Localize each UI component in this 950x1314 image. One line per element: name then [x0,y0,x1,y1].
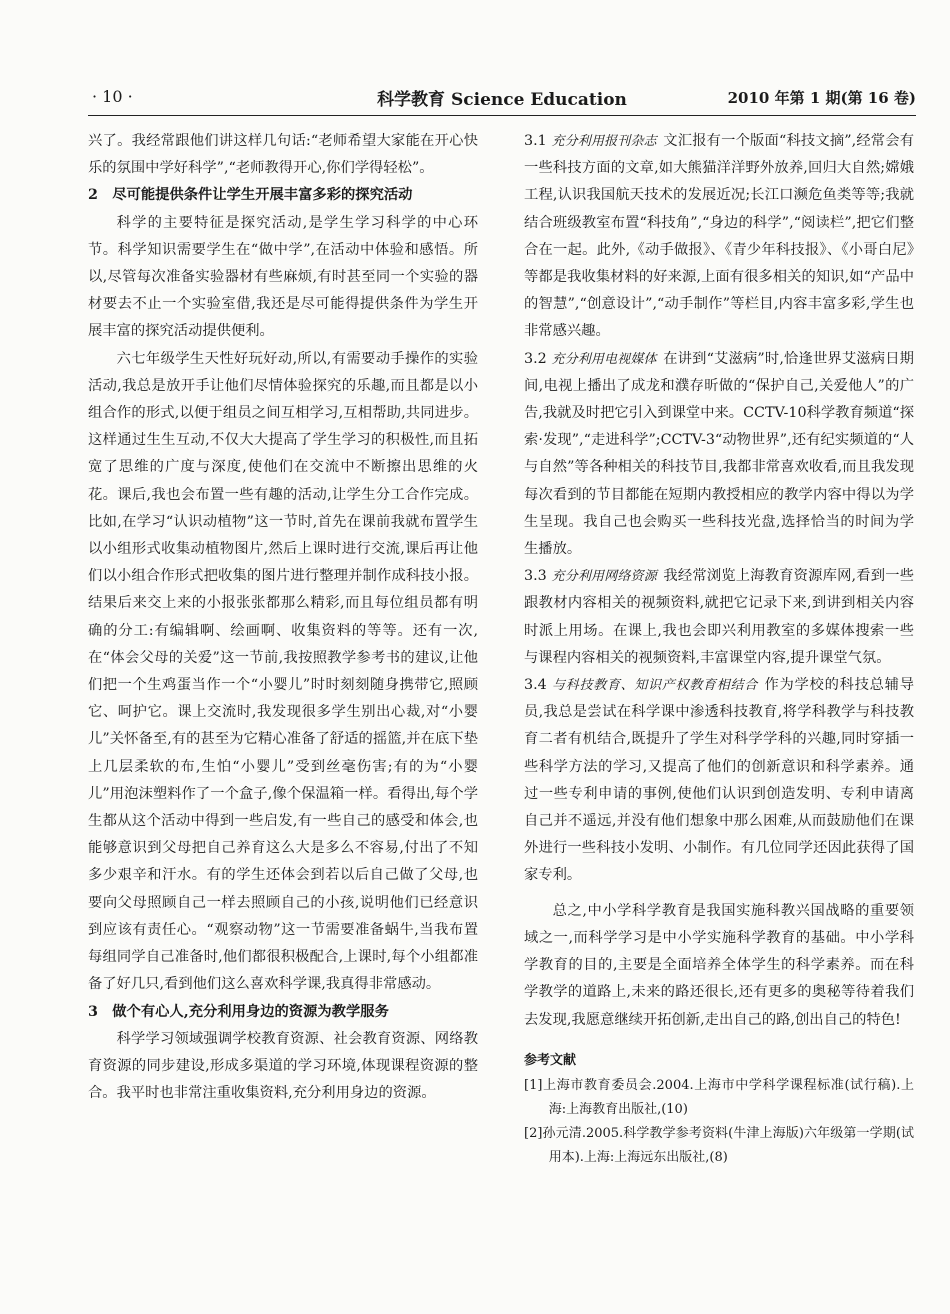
subsection-3-3 [524,563,914,672]
paragraph: 科学学习领域强调学校教育资源、社会教育资源、网络教育资源的同步建设,形成多渠道的学习环境,体现课程资源的整合。我平时也非常注重收集资料,充分利用身边的资源。 [88,1030,478,1102]
subsection-number: 3.1 [524,133,547,149]
paragraph-continued: 兴了。我经常跟他们讲这样几句话:“老师希望大家能在开心快乐的氛围中学好科学”,“老师教得开心,你们学得轻松”。 [88,133,478,177]
subsection-3-4 [524,672,914,890]
issue-info: 2010 年第 1 期(第 16 卷) [727,89,916,107]
subsection-title: 充分利用报刊杂志 [551,134,657,149]
subsection-body: 文汇报有一个版面“科技文摘”,经常会有一些科技方面的文章,如大熊猫洋洋野外放养,回归大自然;嫦娥工程,认识我国航天技术的发展近况;长江口濒危鱼类等等;我就结合班级教室布置“科技角”,“身边的科学”,“阅读栏”,把它们整合在一起。此外,《动手做报》、《青少年科技报》、《小哥白尼》等都是我收集材料的好来源,上面有很多相关的知识,如“产品中的智慧”,“创意设计”,“动手制作”等栏目,内容丰富多彩,学生也非常感兴趣。 [524,133,914,340]
subsection-title: 充分利用电视媒体 [551,351,657,367]
section-heading-3: 3 做个有心人,充分利用身边的资源为教学服务 [88,1003,389,1020]
page-header [88,85,916,116]
spacer [524,890,914,898]
references-title: 参考文献 [524,1052,577,1068]
subsection-title: 充分利用网络资源 [551,569,657,585]
subsection-body: 我经常浏览上海教育资源库网,看到一些跟教材内容相关的视频资料,就把它记录下来,到讲到相关内容时派上用场。在课上,我也会即兴利用教室的多媒体搜索一些与课程内容相关的视频资料,丰富课堂内容,提升课堂气氛。 [524,568,914,666]
right-column [524,128,914,1170]
subsection-3-2 [524,346,914,564]
journal-title: 科学教育 Science Education [377,90,627,110]
subsection-body: 作为学校的科技总辅导员,我总是尝试在科学课中渗透科技教育,将学科教学与科技教育二者有机结合,既提升了学生对科学学科的兴趣,同时穿插一些科学方法的学习,又提高了他们的创新意识和科学素养。通过一些专利申请的事例,使他们认识到创造发明、专利申请离自己并不遥远,并没有他们想象中那么困难,从而鼓励他们在课外进行一些科技小发明、小制作。有几位同学还因此获得了国家专利。 [524,677,914,884]
page-number: · 10 · [92,87,133,106]
subsection-number: 3.3 [524,568,547,585]
reference-item: [1]上海市教育委员会.2004.上海市中学科学课程标准(试行稿).上海:上海教育出版社,(10) [524,1077,914,1117]
subsection-number: 3.4 [524,677,547,694]
reference-item: [2]孙元清.2005.科学教学参考资料(牛津上海版)六年级第一学期(试用本).上海:上海远东出版社,(8) [524,1125,914,1165]
paragraph: 六七年级学生天性好玩好动,所以,有需要动手操作的实验活动,我总是放开手让他们尽情体验探究的乐趣,而且都是以小组合作的形式,以便于组员之间互相学习,互相帮助,共同进步。这样通过生生互动,不仅大大提高了学生学习的积极性,而且拓宽了思维的广度与深度,使他们在交流中不断擦出思维的火花。课后,我也会布置一些有趣的活动,让学生分工合作完成。比如,在学习“认识动植物”这一节时,首先在课前我就布置学生以小组形式收集动植物图片,然后上课时进行交流,课后再让他们以小组合作形式把收集的图片进行整理并制作成科技小报。结果后来交上来的小报张张都那么精彩,而且每位组员都有明确的分工:有编辑啊、绘画啊、收集资料的等等。还有一次,在“体会父母的关爱”这一节前,我按照教学参考书的建议,让他们把一个生鸡蛋当作一个“小婴儿”时时刻刻随身携带它,照顾它、呵护它。课上交流时,我发现很多学生别出心裁,对“小婴儿”关怀备至,有的甚至为它精心准备了舒适的摇篮,并在底下垫上几层柔软的布,生怕“小婴儿”受到丝毫伤害;有的为“小婴儿”用泡沫塑料作了一个盒子,像个保温箱一样。看得出,每个学生都从这个活动中得到一些启发,有一些自己的感受和体会,也能够意识到父母把自己养育这么大是多么不容易,付出了不知多少艰辛和汗水。有的学生还体会到若以后自己做了父母,也要向父母照顾自己一样去照顾自己的小孩,说明他们已经意识到应该有责任心。“观察动物”这一节需要准备蜗牛,当我布置每组同学自己准备时,他们都很积极配合,上课时,每个小组都准备了好几只,看到他们这么喜欢科学课,我真得非常感动。 [88,350,478,993]
subsection-number: 3.2 [524,350,547,367]
subsection-body: 在讲到“艾滋病”时,恰逢世界艾滋病日期间,电视上播出了成龙和濮存昕做的“保护自己,关爱他人”的广告,我就及时把它引入到课堂中来。CCTV-10科学教育频道“探索·发现”,“走进科学”;CCTV-3“动物世界”,还有纪实频道的“人与自然”等各种相关的科技节目,我都非常喜欢收看,而且我发现每次看到的节目都能在短期内教授相应的教学内容中得以为学生呈现。我自己也会购买一些科技光盘,选择恰当的时间为学生播放。 [524,350,914,558]
conclusion-paragraph: 总之,中小学科学教育是我国实施科教兴国战略的重要领域之一,而科学学习是中小学实施科学教育的基础。中小学科学教育的目的,主要是全面培养全体学生的科学素养。而在科学教学的道路上,未来的路还很长,还有更多的奥秘等待着我们去发现,我愿意继续开拓创新,走出自己的路,创出自己的特色! [524,902,914,1028]
left-column [88,128,478,1107]
subsection-3-1 [524,128,914,346]
section-heading-2: 2 尽可能提供条件让学生开展丰富多彩的探究活动 [88,187,413,204]
paragraph: 科学的主要特征是探究活动,是学生学习科学的中心环节。科学知识需要学生在“做中学”,在活动中体验和感悟。所以,尽管每次准备实验器材有些麻烦,有时甚至同一个实验的器材要去不止一个实验室借,我还是尽可能得提供条件为学生开展丰富的探究活动提供便利。 [88,214,478,340]
subsection-title: 与科技教育、知识产权教育相结合 [552,678,758,694]
